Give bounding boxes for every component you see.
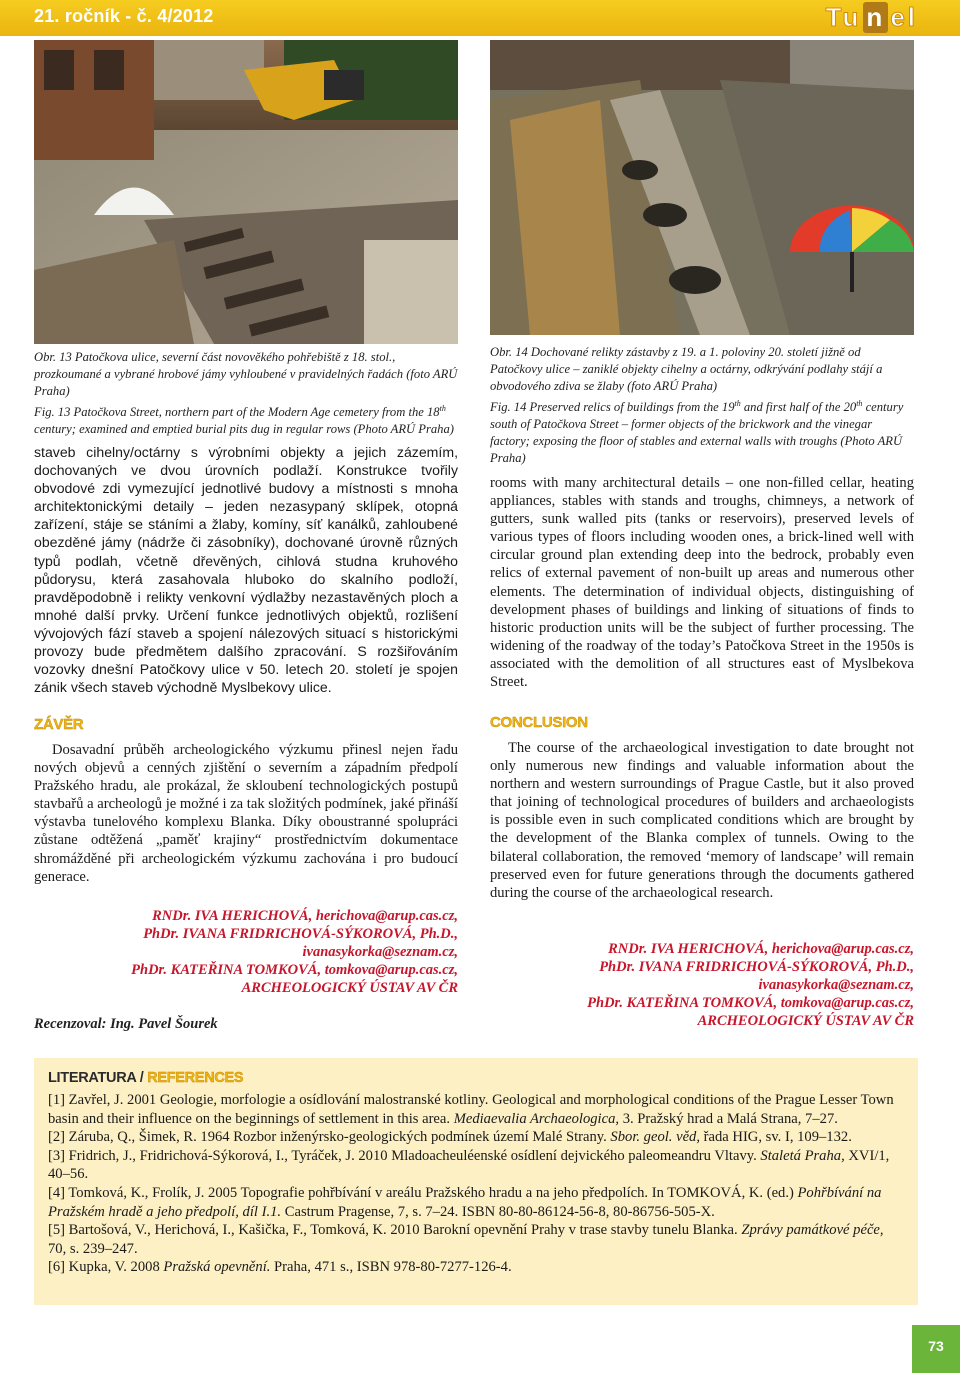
signature-line: PhDr. IVANA FRIDRICHOVÁ-SÝKOROVÁ, Ph.D., <box>143 926 458 942</box>
left-signature <box>34 907 458 997</box>
reference-item: [5] Bartošová, V., Herichová, I., Kašička, F., Tomková, K. 2010 Barokní opevnění Prahy v trase stavby tunelu Blanka. Zprávy památkové péče, 70, s. 239–247. <box>48 1222 884 1257</box>
left-paragraph-1: staveb cihelny/octárny s výrobními objekty a jejich zázemím, dochovaných ve dvou úrovních podlaží. Konstrukce tvořily obvodové zdi vymezující jednotlivé budovy a místnosti s mnoha architektonickými detaily – jeden nezasypaný sklípek, otopná zařízení, stáje se stáními a žlaby, komíny, síť kanálků, zahloubené obezděné jámy (nádrže či zásobníky), dochované úrovně různých typů podlah, včetně dřevěných, cihlová studna kruhového půdorysu, která zasahovala hluboko do skalního podloží, pravděpodobně i relikty venkovní výdlažby nezastavěných ploch a mnohé další prvky. Určení funkce jednotlivých objektů, rozlišení vývojových fází staveb a spojení nálezových situací s historickými provozy bude předmětem dalšího zpracování. S rozšiřováním vozovky dnešní Patočkovy ulice v 50. letech 20. století je spojen zánik všech staveb východně Myslbekovy ulice. <box>34 444 458 696</box>
caption-13 <box>34 349 458 438</box>
page-number-badge <box>912 1325 960 1373</box>
signature-line: PhDr. KATEŘINA TOMKOVÁ, tomkova@arup.cas.cz, <box>131 962 458 978</box>
reference-item: [4] Tomková, K., Frolík, J. 2005 Topografie pohřbívání v areálu Pražského hradu a na jeho předpolích. In TOMKOVÁ, K. (ed.) Pohřbívání na Pražském hradě a jeho předpolí, díl I.1. Castrum Pragense, 7, s. 7–24. ISBN 80-80-86124-56-8, 80-86756-505-X. <box>48 1184 882 1220</box>
heading-conclusion: CONCLUSION <box>490 714 588 731</box>
logo-text-start: Tu <box>825 1 862 32</box>
signature-line: ivanasykorka@seznam.cz, <box>302 944 458 960</box>
right-conclusion-text <box>490 739 914 902</box>
reference-item: [6] Kupka, V. 2008 Pražská opevnění. Praha, 471 s., ISBN 978-80-7277-126-4. <box>48 1259 512 1276</box>
logo-text-mid: n <box>863 2 888 33</box>
caption-14-cz: Obr. 14 Dochované relikty zástavby z 19. a 1. poloviny 20. století jižně od Patočkovy ulice – zaniklé objekty cihelny a octárny, odkrývání podlahy stájí a obvodového zdiva se žlaby (foto ARÚ Praha) <box>490 345 883 393</box>
left-paragraph-2: Dosavadní průběh archeologického výzkumu přinesl nejen řadu nových objevů a cenných zjištění o severním a západním předpolí Pražského hradu, ale prokázal, že skloubení technologických postupů stavbařů a archeologů je možné i za tak složitých podmínek, jaké přináší výstavba tunelového komplexu Blanka. Díky oboustranné spolupráci zůstane odtěžená „paměť krajiny“ prostřednictvím dokumentace shromážděné při archeologickém výzkumu zachována i pro budoucí generace. <box>34 742 458 885</box>
photo-14 <box>490 40 914 335</box>
tunel-logo <box>826 3 918 31</box>
right-paragraph-2: The course of the archaeological investigation to date brought not only numerous new findings and valuable information about the northern and western surroundings of Prague Castle, but it also proved that joining of technological procedures of builders and archaeologists is possible even in such complicated conditions which are brought by the development of the Blanka complex of tunnels. Owing to the bilateral collaboration, the removed ‘memory of landscape’ will remain preserved even for future generations through the documents gathered during the course of the archaeological research. <box>490 740 914 901</box>
references-title: LITERATURA / REFERENCES <box>48 1070 244 1086</box>
page-header <box>0 0 960 36</box>
signature-line: RNDr. IVA HERICHOVÁ, herichova@arup.cas.cz, <box>608 941 914 957</box>
excavated-foundations-photo-icon <box>490 40 914 335</box>
caption-13-en: Fig. 13 Patočkova Street, northern part of the Modern Age cemetery from the 18th century; examined and emptied burial pits dug in regular rows (Photo ARÚ Praha) <box>34 404 454 437</box>
caption-14-en: Fig. 14 Preserved relics of buildings from the 19th and first half of the 20th century south of Patočkova Street – former objects of the brickwork and the vinegar factory; exposing the floor of stables and external walls with troughs (Photo ARÚ Praha) <box>490 399 904 466</box>
signature-line: ivanasykorka@seznam.cz, <box>758 977 914 993</box>
right-signature <box>490 940 914 1030</box>
reference-item: [1] Zavřel, J. 2001 Geologie, morfologie a osídlování malostranské kotliny. Geological and morphological conditions of the Prague Lesser Town basin and their influence on the beginnings of settlement in this area. Mediaevalia Archaeologica, 3. Pražský hrad a Malá Strana, 7–27. <box>48 1092 894 1127</box>
page-number: 73 <box>928 1338 944 1354</box>
references-list <box>48 1091 905 1277</box>
caption-14 <box>490 344 914 467</box>
reviewer: Recenzoval: Ing. Pavel Šourek <box>34 1016 218 1032</box>
left-conclusion-text <box>34 741 458 886</box>
issue-number: 21. ročník - č. 4/2012 <box>34 6 214 26</box>
caption-13-cz: Obr. 13 Patočkova ulice, severní část novověkého pohřebiště z 18. stol., prozkoumané a vybrané hrobové jámy vyhloubené v pravidelných řadách (foto ARÚ Praha) <box>34 350 458 398</box>
references-box <box>34 1058 918 1305</box>
photo-13 <box>34 40 458 344</box>
signature-line: PhDr. KATEŘINA TOMKOVÁ, tomkova@arup.cas.cz, <box>587 995 914 1011</box>
signature-line: PhDr. IVANA FRIDRICHOVÁ-SÝKOROVÁ, Ph.D., <box>599 959 914 975</box>
signature-line: ARCHEOLOGICKÝ ÚSTAV AV ČR <box>241 980 458 996</box>
heading-zaver: ZÁVĚR <box>34 716 84 733</box>
left-body-text <box>34 443 458 696</box>
right-body-text <box>490 474 914 691</box>
signature-line: ARCHEOLOGICKÝ ÚSTAV AV ČR <box>697 1013 914 1029</box>
reference-item: [2] Záruba, Q., Šimek, R. 1964 Rozbor inženýrsko-geologických podmínek území Malé Strany. Sbor. geol. věd, řada HIG, sv. I, 109–132. <box>48 1129 852 1146</box>
excavation-site-photo-icon <box>34 40 458 344</box>
logo-text-end: el <box>890 1 918 32</box>
reference-item: [3] Fridrich, J., Fridrichová-Sýkorová, I., Tyráček, J. 2010 Mladoacheuléenské osídlení dejvického paleomeandru Vltavy. Staletá Praha, XVI/1, 40–56. <box>48 1147 890 1183</box>
right-paragraph-1: rooms with many architectural details – one non-filled cellar, heating appliances, stables with stands and troughs, chimneys, a network of gutters, sunk walled pits (tanks or reservoirs), preserved levels of various types of floors including wooden ones, a brick-lined well with circular ground plan extending deep into the bedrock, probably even relics of external pavement of non-built up areas and numerous other elements. The determination of individual objects, distinguishing of development phases of buildings and linking of situations of finds to historic production units will be the subject of further processing. The widening of the roadway of the today’s Patočkova Street in the 1950s is associated with the demolition of all structures east of Myslbekova Street. <box>490 475 914 691</box>
signature-line: RNDr. IVA HERICHOVÁ, herichova@arup.cas.cz, <box>152 908 458 924</box>
